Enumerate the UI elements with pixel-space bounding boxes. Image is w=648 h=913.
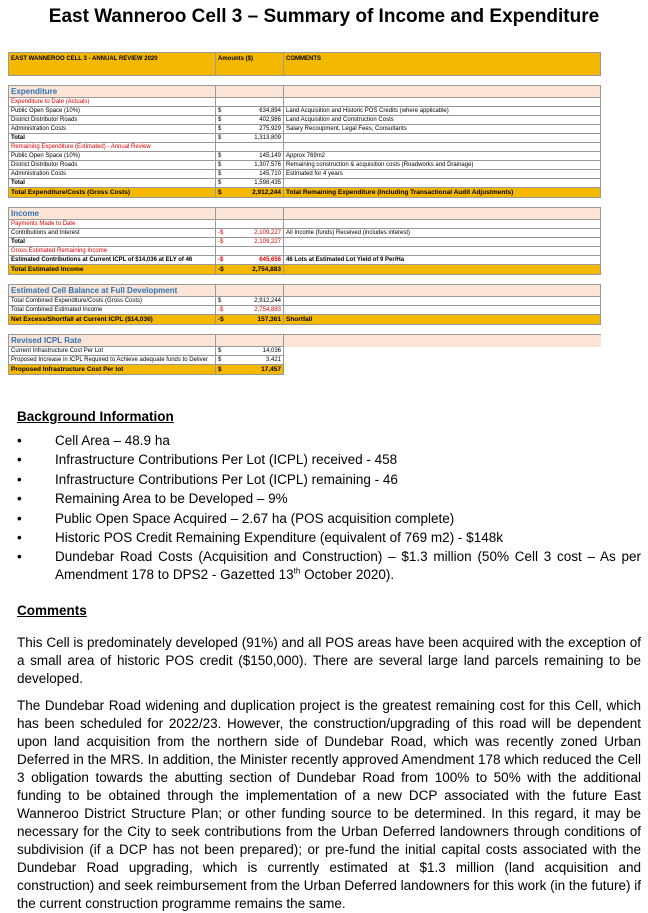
- row-icpl-total-amount: [216, 365, 284, 375]
- row-remaining-total-amount-currency: $: [218, 180, 222, 186]
- page-title: East Wanneroo Cell 3 – Summary of Income and Expenditure: [48, 6, 600, 27]
- row-gross-0-comment: 46 Lots at Estimated Lot Yield of 9 Per/Ha: [284, 256, 601, 265]
- label-expenditure-to-date-c3: [284, 98, 601, 107]
- row-remaining-0-amount: [216, 152, 284, 161]
- section-income-c2: [216, 208, 284, 220]
- bullet-1: •: [17, 452, 22, 468]
- comments-paragraph-1: This Cell is predominately developed (91%) and all POS areas have been acquired with the exception of a small area of historic POS credit ($150,000). There are several large land parcels remaining to be developed.: [17, 635, 641, 686]
- row-to-date-0-amount-wrap: [218, 107, 281, 115]
- row-gross-0: [9, 256, 601, 265]
- row-to-date-0-amount: [216, 107, 284, 116]
- background-item-text-3: Remaining Area to be Developed – 9%: [55, 491, 288, 507]
- section-expenditure-c2: [216, 86, 284, 98]
- row-icpl-1-amount-value: 3,421: [265, 357, 281, 363]
- bullet-last: •: [17, 549, 22, 565]
- row-to-date-2-amount-currency: $: [218, 126, 222, 132]
- row-to-date-1-amount-currency: $: [218, 117, 222, 123]
- row-payments-0: [9, 229, 601, 238]
- row-icpl-1-amount-wrap: [218, 356, 281, 364]
- row-payments-total-amount-value: 2,109,227: [254, 239, 281, 245]
- bullet-0: •: [17, 433, 22, 448]
- section-balance-c3: [284, 285, 601, 297]
- row-to-date-2-amount-wrap: [218, 125, 281, 133]
- comments-heading: Comments: [17, 603, 87, 618]
- row-total-expenditure-item: Total Expenditure/Costs (Gross Costs): [9, 188, 216, 198]
- header-col-comments: COMMENTS: [284, 53, 601, 76]
- row-balance-total-item: Net Excess/Shortfall at Current ICPL ($14,036): [9, 315, 216, 325]
- row-remaining-0-amount-currency: $: [218, 153, 222, 159]
- row-icpl-1-blank: [284, 356, 601, 365]
- row-remaining-2-amount: [216, 170, 284, 179]
- background-heading: Background Information: [17, 409, 174, 424]
- label-gross-income-c3: [284, 247, 601, 256]
- background-item-text-1: Infrastructure Contributions Per Lot (ICPL) received - 458: [55, 452, 398, 468]
- row-total-expenditure-amount: [216, 188, 284, 198]
- background-item-text-2: Infrastructure Contributions Per Lot (ICPL) remaining - 46: [55, 471, 398, 487]
- gap-1-a: [9, 76, 216, 86]
- row-balance-0-item: Total Combined Expenditure/Costs (Gross Costs): [9, 297, 216, 306]
- gap-1-b: [216, 76, 284, 86]
- row-total-expenditure: [9, 188, 601, 198]
- row-to-date-2-item: Administration Costs: [9, 125, 216, 134]
- row-icpl-1: [9, 356, 601, 365]
- section-icpl-label: Revised ICPL Rate: [9, 335, 216, 347]
- gap-1: [9, 76, 601, 86]
- row-to-date-total-amount-currency: $: [218, 135, 222, 141]
- label-payments: [9, 220, 601, 229]
- background-item-text-0: Cell Area – 48.9 ha: [55, 433, 170, 448]
- row-payments-total-amount: [216, 238, 284, 247]
- row-balance-0-amount-value: 2,912,244: [254, 298, 281, 304]
- row-to-date-1: [9, 116, 601, 125]
- bullet-5: •: [17, 529, 22, 545]
- row-payments-total-item: Total: [9, 238, 216, 247]
- section-balance-label: Estimated Cell Balance at Full Development: [9, 285, 216, 297]
- gap-2-a: [9, 198, 216, 208]
- row-remaining-total-amount-value: 1,598,435: [254, 180, 281, 186]
- row-total-income-item: Total Estimated Income: [9, 265, 216, 275]
- row-to-date-2-amount: [216, 125, 284, 134]
- background-item-0: [17, 432, 641, 450]
- background-item-text-4: Public Open Space Acquired – 2.67 ha (POS acquisition complete): [55, 510, 455, 526]
- row-icpl-total-amount-wrap: [218, 366, 281, 374]
- section-income: [9, 208, 601, 220]
- row-icpl-1-amount: [216, 356, 284, 365]
- row-to-date-total-amount: [216, 134, 284, 143]
- label-expenditure-to-date-c2: [216, 98, 284, 107]
- row-payments-0-amount-wrap: [218, 229, 281, 237]
- row-to-date-0-amount-value: 634,894: [259, 108, 281, 114]
- section-balance-c2: [216, 285, 284, 297]
- row-to-date-0: [9, 107, 601, 116]
- row-icpl-0-amount: [216, 347, 284, 356]
- row-icpl-0-blank: [284, 347, 601, 356]
- row-to-date-0-comment: Land Acquisition and Historic POS Credits (where applicable): [284, 107, 601, 116]
- row-payments-total: [9, 238, 601, 247]
- row-total-income-comment: [284, 265, 601, 275]
- row-balance-0-amount-wrap: [218, 297, 281, 305]
- row-remaining-2-comment: Estimated for 4 years: [284, 170, 601, 179]
- section-income-label: Income: [9, 208, 216, 220]
- gap-2-b: [216, 198, 284, 208]
- row-remaining-0-amount-wrap: [218, 152, 281, 160]
- row-to-date-0-amount-currency: $: [218, 108, 222, 114]
- row-to-date-total-amount-value: 1,313,809: [254, 135, 281, 141]
- label-payments-label: Payments Made to Date: [9, 220, 216, 229]
- section-balance: [9, 285, 601, 297]
- section-expenditure-c3: [284, 86, 601, 98]
- gap-4-a: [9, 325, 216, 335]
- row-icpl-total-item: Proposed Infrastructure Cost Per lot: [9, 365, 216, 375]
- row-total-expenditure-amount-currency: $: [218, 188, 222, 196]
- section-expenditure: [9, 86, 601, 98]
- row-icpl-1-item: Proposed Increase in ICPL Required to Achieve adequate funds to Deliver: [9, 356, 216, 365]
- row-total-expenditure-comment: Total Remaining Expenditure (Including Transactional Audit Adjustments): [284, 188, 601, 198]
- row-remaining-1-item: District Distributor Roads: [9, 161, 216, 170]
- row-gross-0-amount-wrap: [218, 256, 281, 264]
- row-to-date-0-item: Public Open Space (10%): [9, 107, 216, 116]
- row-icpl-0-item: Current Infrastructure Cost Per Lot: [9, 347, 216, 356]
- row-remaining-2: [9, 170, 601, 179]
- section-icpl-c3: [284, 335, 601, 347]
- row-payments-0-comment: All Income (funds) Received (includes interest): [284, 229, 601, 238]
- row-total-income-amount: [216, 265, 284, 275]
- row-balance-total-amount-value: 157,361: [257, 315, 281, 323]
- background-item-last: [17, 548, 641, 584]
- row-icpl-total-amount-currency: $: [218, 365, 222, 373]
- row-balance-1-amount-wrap: [218, 306, 281, 314]
- row-to-date-total-item: Total: [9, 134, 216, 143]
- row-remaining-total-item: Total: [9, 179, 216, 188]
- row-total-income-amount-wrap: [218, 266, 281, 274]
- gap-4: [9, 325, 601, 335]
- row-remaining-1-amount: [216, 161, 284, 170]
- row-gross-0-amount-value: 645,656: [259, 257, 281, 263]
- background-last-b: October 2020).: [300, 567, 395, 583]
- row-icpl-0-amount-value: 14,036: [262, 348, 281, 354]
- row-balance-1-amount-value: 2,754,883: [254, 307, 281, 313]
- gap-3-b: [216, 275, 284, 285]
- row-payments-total-amount-currency: -$: [218, 239, 224, 245]
- row-remaining-0: [9, 152, 601, 161]
- row-remaining-total: [9, 179, 601, 188]
- row-total-expenditure-amount-value: 2,912,244: [252, 188, 281, 196]
- label-expenditure-to-date-label: Expenditure to Date (Actuals): [9, 98, 216, 107]
- row-balance-1-amount-currency: -$: [218, 307, 224, 313]
- row-balance-1-comment: [284, 306, 601, 315]
- row-icpl-0-amount-currency: $: [218, 348, 222, 354]
- gap-3: [9, 275, 601, 285]
- bullet-3: •: [17, 491, 22, 507]
- section-icpl-c2: [216, 335, 284, 347]
- row-icpl-0: [9, 347, 601, 356]
- row-to-date-2-amount-value: 275,929: [259, 126, 281, 132]
- background-item-3: [17, 490, 641, 508]
- row-remaining-1-amount-currency: $: [218, 162, 222, 168]
- row-to-date-1-amount-value: 402,986: [259, 117, 281, 123]
- row-payments-0-amount-value: 2,109,227: [254, 230, 281, 236]
- gap-3-a: [9, 275, 216, 285]
- row-total-expenditure-amount-wrap: [218, 189, 281, 197]
- row-payments-total-amount-wrap: [218, 238, 281, 246]
- gap-4-c: [284, 325, 601, 335]
- row-remaining-total-comment: [284, 179, 601, 188]
- background-item-4: [17, 510, 641, 528]
- row-remaining-0-item: Public Open Space (10%): [9, 152, 216, 161]
- row-payments-0-amount-currency: -$: [218, 230, 224, 236]
- row-remaining-2-amount-wrap: [218, 170, 281, 178]
- row-balance-0-amount-currency: $: [218, 298, 222, 304]
- row-balance-0-amount: [216, 297, 284, 306]
- gap-1-c: [284, 76, 601, 86]
- row-balance-1: [9, 306, 601, 315]
- background-last-sup: th: [293, 566, 301, 576]
- row-icpl-0-amount-wrap: [218, 347, 281, 355]
- row-remaining-1-comment: Remaining construction & acquisition costs (Roadworks and Drainage): [284, 161, 601, 170]
- row-to-date-1-comment: Land Acquisition and Construction Costs: [284, 116, 601, 125]
- row-to-date-2-comment: Salary Recoupment, Legal Fees, Consultants: [284, 125, 601, 134]
- row-remaining-1-amount-value: 1,307,576: [254, 162, 281, 168]
- label-payments-c3: [284, 220, 601, 229]
- row-gross-0-item: Estimated Contributions at Current ICPL of $14,036 at ELY of 46: [9, 256, 216, 265]
- background-item-text-5: Historic POS Credit Remaining Expenditure (equivalent of 769 m2) - $148k: [55, 529, 503, 545]
- row-to-date-1-amount-wrap: [218, 116, 281, 124]
- row-remaining-total-amount-wrap: [218, 179, 281, 187]
- label-expenditure-to-date: [9, 98, 601, 107]
- row-balance-1-amount: [216, 306, 284, 315]
- row-to-date-total: [9, 134, 601, 143]
- row-balance-0: [9, 297, 601, 306]
- background-last-a: Dundebar Road Costs (Acquisition and Construction) – $1.3 million (50% Cell 3 cost – As per Amendment 178 to DPS2 - Gazetted 13: [55, 549, 641, 583]
- row-payments-total-comment: [284, 238, 601, 247]
- row-icpl-1-amount-currency: $: [218, 357, 222, 363]
- row-icpl-total-amount-value: 17,457: [261, 365, 281, 373]
- table-header-row: [9, 53, 601, 76]
- background-item-5: [17, 529, 641, 547]
- row-balance-0-comment: [284, 297, 601, 306]
- label-remaining-expenditure-c3: [284, 143, 601, 152]
- label-gross-income-label: Gross Estimated Remaining Income: [9, 247, 216, 256]
- background-item-2: [17, 471, 641, 489]
- row-to-date-total-comment: [284, 134, 601, 143]
- summary-table: [8, 52, 601, 375]
- label-gross-income: [9, 247, 601, 256]
- row-remaining-0-amount-value: 145,149: [259, 153, 281, 159]
- row-payments-0-amount: [216, 229, 284, 238]
- label-payments-c2: [216, 220, 284, 229]
- row-remaining-1: [9, 161, 601, 170]
- row-balance-total-amount: [216, 315, 284, 325]
- row-payments-0-item: Contributions and Interest: [9, 229, 216, 238]
- row-remaining-2-amount-value: 145,710: [259, 171, 281, 177]
- background-item-1: [17, 451, 641, 469]
- row-to-date-total-amount-wrap: [218, 134, 281, 142]
- background-list: [17, 432, 641, 586]
- row-remaining-1-amount-wrap: [218, 161, 281, 169]
- bullet-2: •: [17, 471, 22, 487]
- header-col-amount: Amounts ($): [216, 53, 284, 76]
- row-gross-0-amount: [216, 256, 284, 265]
- label-remaining-expenditure-label: Remaining Expenditure (Estimated) - Annual Review: [9, 143, 216, 152]
- label-gross-income-c2: [216, 247, 284, 256]
- bullet-4: •: [17, 510, 22, 526]
- row-balance-total-amount-currency: -$: [218, 315, 224, 323]
- label-remaining-expenditure-c2: [216, 143, 284, 152]
- row-balance-1-item: Total Combined Estimated Income: [9, 306, 216, 315]
- row-icpl-total: [9, 365, 601, 375]
- row-to-date-1-item: District Distributor Roads: [9, 116, 216, 125]
- row-total-income-amount-value: 2,754,883: [252, 265, 281, 273]
- label-remaining-expenditure: [9, 143, 601, 152]
- section-expenditure-label: Expenditure: [9, 86, 216, 98]
- comments-paragraph-2: The Dundebar Road widening and duplication project is the greatest remaining cost for this Cell, which has been scheduled for 2022/23. However, the construction/upgrading of this road will be dependent upon land acquisition from the northern side of Dundebar Road, which was recently zoned Urban Deferred in the MRS. In addition, the Minister recently approved Amendment 178 which reduced the Cell 3 obligation towards the abutting section of Dundebar Road from 100% to 50% with the additional funding to be obtained through the implementation of a new DCP associated with the future East Wanneroo District Structure Plan; or other funding source to be determined. In this regard, it may be necessary for the City to seek contributions from the Urban Deferred landowners through conditions of subdivision (if a DCP has not been prepared); or pre-fund the initial capital costs associated with the Dundebar Road upgrading, which is currently estimated at $1.3 million (land acquisition and construction) and seek reimbursement from the Urban Deferred landowners for this work (in the future) if the current construction programme remains the same.: [17, 698, 641, 911]
- section-income-c3: [284, 208, 601, 220]
- row-remaining-0-comment: Approx 769m2: [284, 152, 601, 161]
- row-remaining-total-amount: [216, 179, 284, 188]
- row-total-income-amount-currency: -$: [218, 265, 224, 273]
- header-col-item: EAST WANNEROO CELL 3 - ANNUAL REVIEW 2020: [9, 53, 216, 76]
- gap-3-c: [284, 275, 601, 285]
- row-to-date-1-amount: [216, 116, 284, 125]
- row-balance-total-comment: Shortfall: [284, 315, 601, 325]
- gap-4-b: [216, 325, 284, 335]
- row-icpl-total-blank: [284, 365, 601, 375]
- row-to-date-2: [9, 125, 601, 134]
- row-total-income: [9, 265, 601, 275]
- row-gross-0-amount-currency: -$: [218, 257, 224, 263]
- row-remaining-2-item: Administration Costs: [9, 170, 216, 179]
- row-balance-total-amount-wrap: [218, 316, 281, 324]
- row-balance-total: [9, 315, 601, 325]
- row-remaining-2-amount-currency: $: [218, 171, 222, 177]
- gap-2: [9, 198, 601, 208]
- section-icpl: [9, 335, 601, 347]
- gap-2-c: [284, 198, 601, 208]
